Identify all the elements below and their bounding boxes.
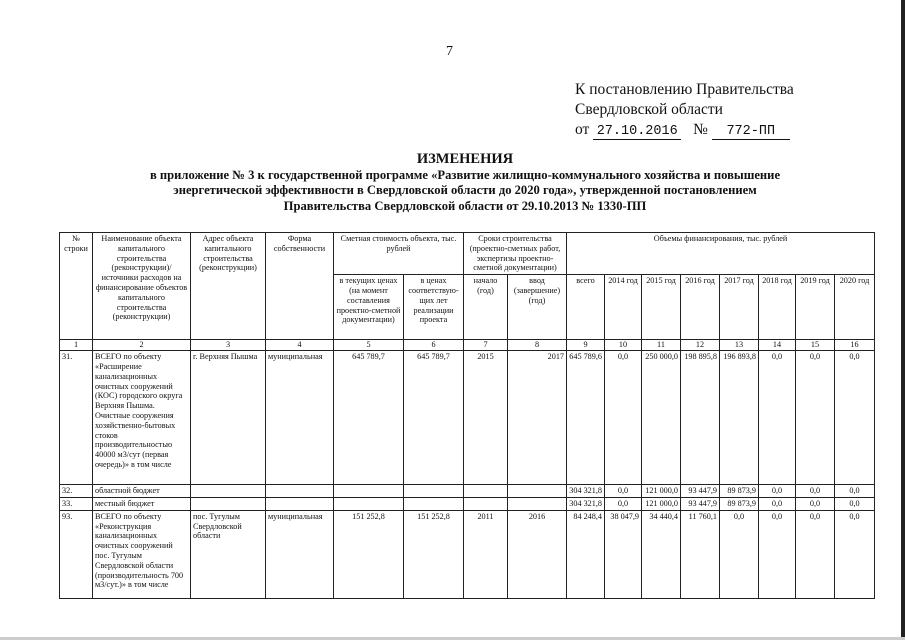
from-label: от xyxy=(575,121,590,138)
approval-date: 27.10.2016 xyxy=(593,124,681,140)
row-ownership: муниципальная xyxy=(266,510,334,598)
row-ownership xyxy=(266,485,334,498)
row-fin-2014: 0,0 xyxy=(605,485,642,498)
row-fin-2017: 196 893,8 xyxy=(720,351,759,485)
row-num: 31. xyxy=(60,351,93,485)
row-num: 93. xyxy=(60,510,93,598)
header-start: начало (год) xyxy=(464,275,508,340)
column-number: 4 xyxy=(266,340,334,351)
column-number: 12 xyxy=(681,340,720,351)
row-start xyxy=(464,485,508,498)
column-number: 8 xyxy=(508,340,567,351)
row-cost-years xyxy=(404,485,464,498)
column-number: 6 xyxy=(404,340,464,351)
row-fin-2018: 0,0 xyxy=(759,510,796,598)
row-name: ВСЕГО по объекту «Расширение канализационных очистных сооружений (КОС) городского округа Верхняя Пышма. Очистные сооружения хозяйственно-бытовых стоков производительностью 40000 м3/сут (первая очередь)» в том числе xyxy=(93,351,191,485)
row-fin-2017: 89 873,9 xyxy=(720,497,759,510)
header-address: Адрес объекта капитального строительства (реконструкции) xyxy=(191,233,266,340)
row-fin-2014: 0,0 xyxy=(605,497,642,510)
row-cost-current: 151 252,8 xyxy=(334,510,404,598)
row-fin-2016: 93 447,9 xyxy=(681,497,720,510)
header-cost-current: в текущих ценах (на момент составления проектно-сметной документации) xyxy=(334,275,404,340)
table-row xyxy=(60,510,875,598)
row-name: местный бюджет xyxy=(93,497,191,510)
row-ownership: муниципальная xyxy=(266,351,334,485)
column-number: 2 xyxy=(93,340,191,351)
row-fin-total: 84 248,4 xyxy=(567,510,605,598)
row-fin-2020: 0,0 xyxy=(835,510,875,598)
row-num: 32. xyxy=(60,485,93,498)
column-number: 11 xyxy=(642,340,681,351)
column-number: 1 xyxy=(60,340,93,351)
table-row xyxy=(60,351,875,485)
row-fin-2015: 121 000,0 xyxy=(642,485,681,498)
table-row xyxy=(60,485,875,498)
column-number: 5 xyxy=(334,340,404,351)
header-year: 2020 год xyxy=(835,275,875,340)
row-name: ВСЕГО по объекту «Реконструкция канализационных очистных сооружений пос. Тугулым Свердловской области (производительность 700 м3/сут.)» в том числе xyxy=(93,510,191,598)
row-fin-total: 304 321,8 xyxy=(567,485,605,498)
row-fin-2016: 11 760,1 xyxy=(681,510,720,598)
row-address xyxy=(191,485,266,498)
header-num: № строки xyxy=(60,233,93,340)
document-heading xyxy=(95,152,835,214)
row-ownership xyxy=(266,497,334,510)
row-cost-current xyxy=(334,497,404,510)
row-fin-2017: 89 873,9 xyxy=(720,485,759,498)
approval-block xyxy=(575,80,794,140)
row-end: 2016 xyxy=(508,510,567,598)
scan-edge-right xyxy=(901,0,905,640)
column-number: 3 xyxy=(191,340,266,351)
heading-line-2: энергетической эффективности в Свердловской области до 2020 года», утвержденной постановлением xyxy=(173,183,757,198)
row-address: г. Верхняя Пышма xyxy=(191,351,266,485)
row-fin-2015: 250 000,0 xyxy=(642,351,681,485)
row-start: 2015 xyxy=(464,351,508,485)
row-cost-current xyxy=(334,485,404,498)
header-year: 2017 год xyxy=(720,275,759,340)
header-year: 2019 год xyxy=(796,275,835,340)
row-num: 33. xyxy=(60,497,93,510)
row-cost-years xyxy=(404,497,464,510)
row-cost-years: 151 252,8 xyxy=(404,510,464,598)
row-fin-2014: 0,0 xyxy=(605,351,642,485)
row-fin-2020: 0,0 xyxy=(835,497,875,510)
row-fin-2019: 0,0 xyxy=(796,485,835,498)
row-fin-2019: 0,0 xyxy=(796,497,835,510)
header-financing: Объемы финансирования, тыс. рублей xyxy=(567,233,875,275)
row-end xyxy=(508,497,567,510)
row-fin-2019: 0,0 xyxy=(796,510,835,598)
header-terms: Сроки строительства (проектно-сметных работ, экспертизы проектно-сметной документации) xyxy=(464,233,567,275)
heading-line-3: Правительства Свердловской области от 29.10.2013 № 1330-ПП xyxy=(283,198,647,213)
approval-line-1: К постановлению Правительства xyxy=(575,81,794,98)
row-fin-2016: 93 447,9 xyxy=(681,485,720,498)
row-fin-total: 645 789,6 xyxy=(567,351,605,485)
row-fin-2020: 0,0 xyxy=(835,485,875,498)
column-number: 10 xyxy=(605,340,642,351)
header-cost-years: в ценах соответствую-щих лет реализации проекта xyxy=(404,275,464,340)
header-year: 2016 год xyxy=(681,275,720,340)
row-fin-2018: 0,0 xyxy=(759,351,796,485)
row-fin-total: 304 321,8 xyxy=(567,497,605,510)
row-name: областной бюджет xyxy=(93,485,191,498)
heading-title: ИЗМЕНЕНИЯ xyxy=(416,151,514,167)
row-fin-2014: 38 047,9 xyxy=(605,510,642,598)
row-fin-2015: 34 440,4 xyxy=(642,510,681,598)
header-end: ввод (завершение) (год) xyxy=(508,275,567,340)
number-label: № xyxy=(693,121,708,138)
row-fin-2017: 0,0 xyxy=(720,510,759,598)
row-cost-current: 645 789,7 xyxy=(334,351,404,485)
row-cost-years: 645 789,7 xyxy=(404,351,464,485)
row-fin-2018: 0,0 xyxy=(759,497,796,510)
row-address: пос. Тугулым Свердловской области xyxy=(191,510,266,598)
row-fin-2016: 198 895,8 xyxy=(681,351,720,485)
row-start: 2011 xyxy=(464,510,508,598)
row-fin-2015: 121 000,0 xyxy=(642,497,681,510)
changes-table xyxy=(59,232,875,599)
header-name: Наименование объекта капитального строительства (реконструкции)/ источники расходов на финансирование объектов капитального строительства (реконструкции) xyxy=(93,233,191,340)
heading-line-1: в приложение № 3 к государственной программе «Развитие жилищно-коммунального хозяйства и повышение xyxy=(149,168,781,183)
column-number: 9 xyxy=(567,340,605,351)
row-fin-2018: 0,0 xyxy=(759,485,796,498)
row-end xyxy=(508,485,567,498)
header-year: 2014 год xyxy=(605,275,642,340)
column-number: 7 xyxy=(464,340,508,351)
header-ownership: Форма собственности xyxy=(266,233,334,340)
column-number: 14 xyxy=(759,340,796,351)
page-number: 7 xyxy=(446,44,453,59)
row-address xyxy=(191,497,266,510)
header-cost: Сметная стоимость объекта, тыс. рублей xyxy=(334,233,464,275)
table-row xyxy=(60,497,875,510)
approval-line-2: Свердловской области xyxy=(575,101,723,118)
row-start xyxy=(464,497,508,510)
row-fin-2019: 0,0 xyxy=(796,351,835,485)
column-number: 15 xyxy=(796,340,835,351)
row-fin-2020: 0,0 xyxy=(835,351,875,485)
column-number: 16 xyxy=(835,340,875,351)
header-total: всего xyxy=(567,275,605,340)
approval-date-line xyxy=(575,120,794,140)
row-end: 2017 xyxy=(508,351,567,485)
approval-number: 772-ПП xyxy=(712,124,790,140)
header-year: 2015 год xyxy=(642,275,681,340)
header-year: 2018 год xyxy=(759,275,796,340)
column-number: 13 xyxy=(720,340,759,351)
